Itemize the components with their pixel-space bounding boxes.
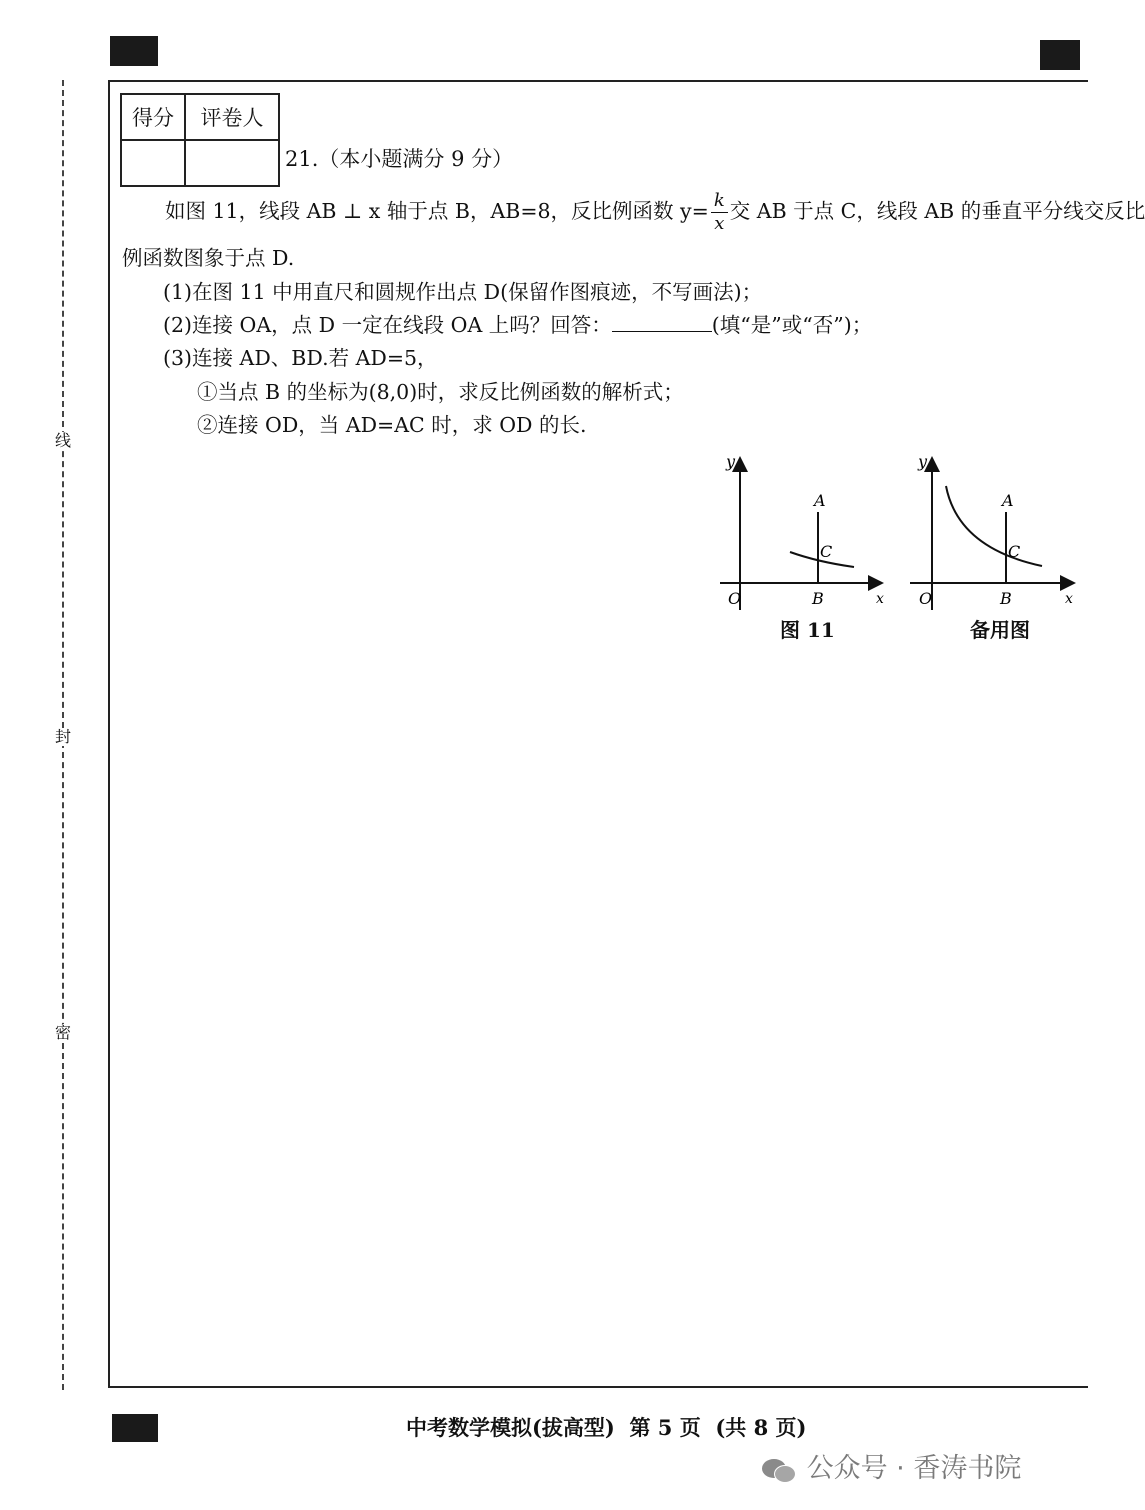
label-y: y	[918, 452, 928, 471]
question-part-3-sub-1: ①当点 B 的坐标为(8,0)时，求反比例函数的解析式；	[197, 380, 684, 404]
score-header: 得分	[121, 94, 185, 140]
question-part-3-sub-2: ②连接 OD，当 AD=AC 时，求 OD 的长.	[197, 413, 587, 437]
question-part-2	[163, 313, 872, 338]
page-footer: 中考数学模拟(拔高型) 第 5 页 (共 8 页)	[406, 1415, 807, 1440]
question-intro-line2: 例函数图象于点 D.	[122, 246, 295, 270]
label-a: A	[814, 491, 826, 510]
inverse-function-fraction	[711, 192, 728, 233]
fraction-denominator: x	[714, 213, 725, 234]
label-x: x	[1065, 591, 1073, 607]
registration-mark-top-left	[110, 36, 158, 66]
label-x: x	[876, 591, 884, 607]
intro-text-part1: 如图 11，线段 AB ⊥ x 轴于点 B，AB=8，反比例函数 y=	[165, 199, 709, 223]
binding-label-seal: 封	[54, 727, 71, 746]
score-cell	[121, 140, 185, 186]
answer-blank[interactable]	[612, 313, 712, 332]
figure-11	[712, 450, 892, 608]
watermark-text: 公众号 · 香涛书院	[806, 1453, 1022, 1484]
binding-label-line: 线	[54, 431, 71, 450]
fraction-numerator: k	[711, 192, 728, 213]
part2-suffix: (填“是”或“否”)；	[711, 313, 873, 337]
label-y: y	[726, 452, 736, 471]
registration-mark-bottom-left	[112, 1414, 158, 1442]
wechat-icon	[760, 1457, 798, 1483]
question-part-1: (1)在图 11 中用直尺和圆规作出点 D(保留作图痕迹，不写画法)；	[163, 280, 763, 304]
label-o: O	[919, 589, 933, 608]
grader-cell	[185, 140, 279, 186]
label-c: C	[1008, 542, 1021, 561]
question-intro-line1	[165, 192, 1145, 233]
label-c: C	[820, 542, 833, 561]
intro-text-part2: 交 AB 于点 C，线段 AB 的垂直平分线交反比	[729, 199, 1145, 223]
watermark	[760, 1446, 1021, 1485]
hyperbola-branch	[946, 486, 1042, 566]
question-part-3: (3)连接 AD、BD.若 AD=5，	[163, 346, 438, 370]
registration-mark-top-right	[1040, 40, 1080, 70]
page-frame	[108, 80, 1088, 1388]
binding-label-secret: 密	[54, 1023, 71, 1042]
score-table	[120, 93, 280, 187]
part2-prefix: (2)连接 OA，点 D 一定在线段 OA 上吗？回答：	[163, 313, 612, 337]
figure-backup	[902, 450, 1080, 608]
question-title: 21.（本小题满分 9 分）	[285, 147, 514, 171]
label-b: B	[812, 589, 824, 608]
grader-header: 评卷人	[185, 94, 279, 140]
figure-11-caption: 图 11	[780, 618, 835, 642]
label-a: A	[1002, 491, 1014, 510]
label-b: B	[1000, 589, 1012, 608]
figure-backup-caption: 备用图	[970, 618, 1030, 642]
label-o: O	[728, 589, 742, 608]
